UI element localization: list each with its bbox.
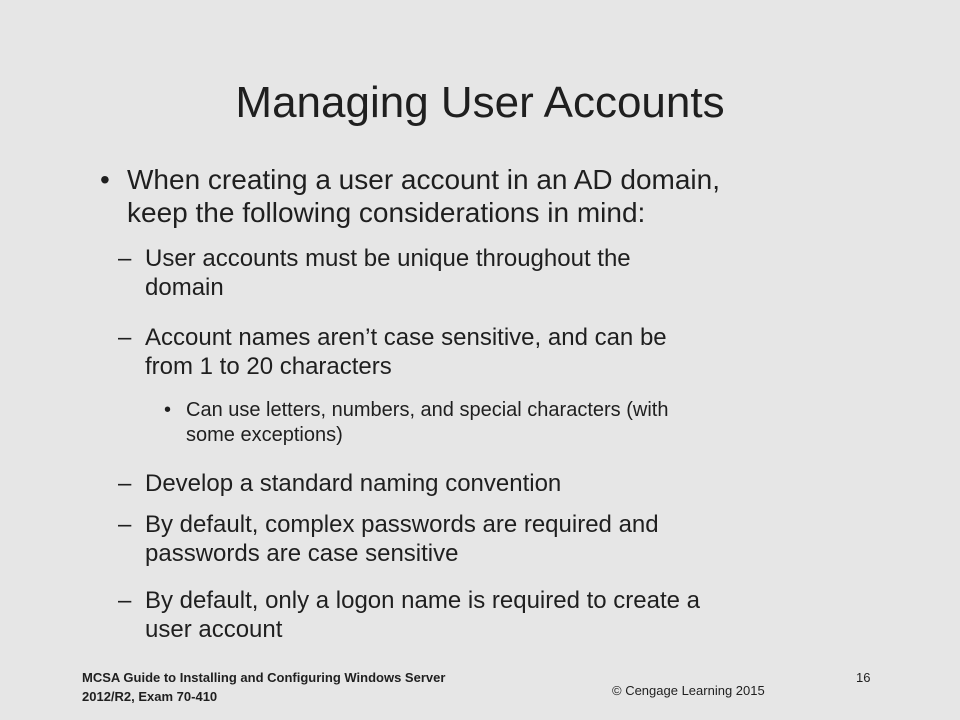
bullet-text-line: Can use letters, numbers, and special characters (with <box>186 399 669 421</box>
dash-marker: – <box>118 587 132 614</box>
footer-course-title <box>82 668 552 706</box>
footer-course-line: MCSA Guide to Installing and Configuring Windows Server <box>82 670 446 685</box>
bullet-text-line: user account <box>145 616 283 643</box>
bullet-text-line: from 1 to 20 characters <box>145 353 392 380</box>
subbullet-level2 <box>118 586 918 644</box>
bullet-text-line: By default, only a logon name is required to create a <box>145 587 700 614</box>
dash-marker: – <box>118 324 132 351</box>
dash-marker: – <box>118 245 132 272</box>
bullet-text-line: Develop a standard naming convention <box>145 470 562 497</box>
dash-marker: – <box>118 470 132 497</box>
bullet-marker: • <box>164 399 172 421</box>
bullet-marker: • <box>100 164 110 195</box>
bullet-text-line: Account names aren’t case sensitive, and can be <box>145 324 667 351</box>
slide-title: Managing User Accounts <box>235 78 725 127</box>
subbullet-level2 <box>118 244 898 302</box>
subbullet-level2 <box>118 323 898 381</box>
dash-marker: – <box>118 511 132 538</box>
bullet-text-line: User accounts must be unique throughout the <box>145 245 631 272</box>
bullet-text-line: passwords are case sensitive <box>145 540 459 567</box>
bullet-text-line: When creating a user account in an AD domain, <box>127 164 721 195</box>
bullet-text-line: By default, complex passwords are required and <box>145 511 659 538</box>
footer-copyright: © Cengage Learning 2015 <box>612 683 765 698</box>
subbullet-level2 <box>118 510 898 568</box>
footer-page-number: 16 <box>856 670 871 685</box>
subbullet-level3 <box>164 398 924 448</box>
bullet-text-line: some exceptions) <box>186 424 343 446</box>
bullet-text-line: keep the following considerations in mind: <box>127 197 646 228</box>
footer-course-line: 2012/R2, Exam 70-410 <box>82 689 218 704</box>
subbullet-level2 <box>118 469 898 498</box>
bullet-text-line: domain <box>145 274 224 301</box>
bullet-level1 <box>100 163 880 229</box>
